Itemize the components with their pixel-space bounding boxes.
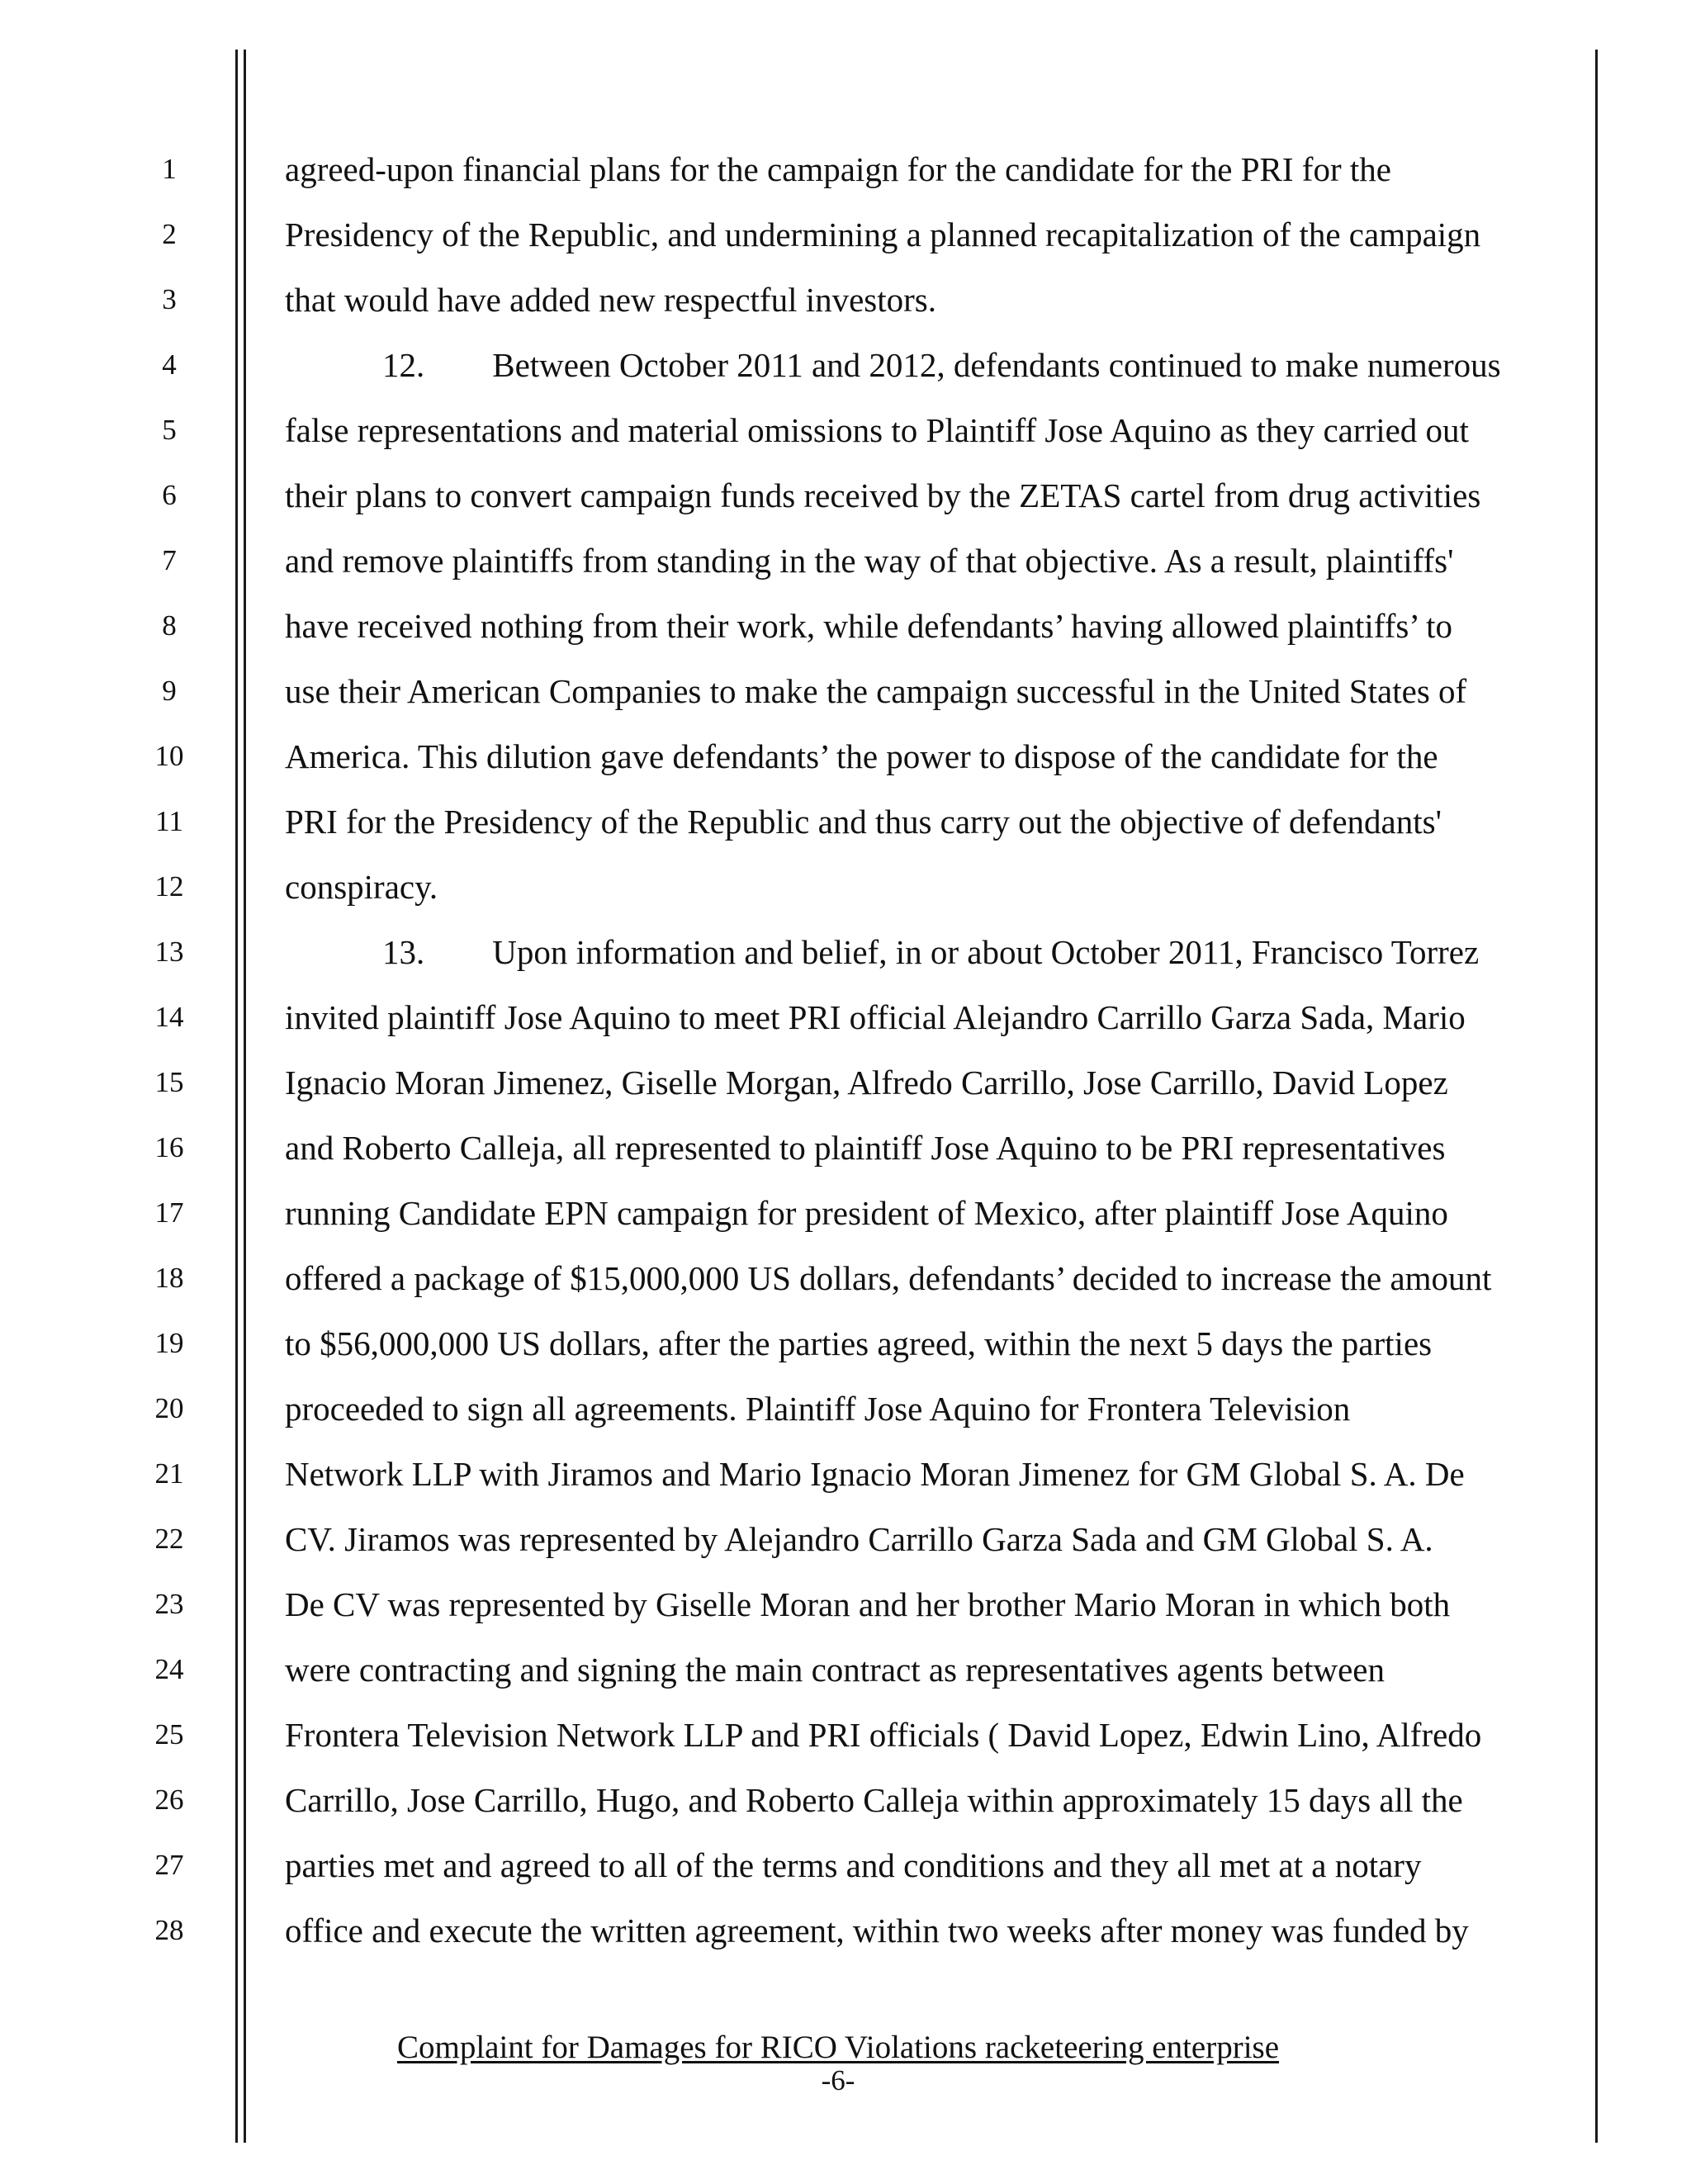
line-number: 11 (155, 805, 183, 837)
text-line: and Roberto Calleja, all represented to plaintiff Jose Aquino to be PRI representatives (285, 1129, 1446, 1167)
text-line: their plans to convert campaign funds received by the ZETAS cartel from drug activities (285, 476, 1481, 514)
line-number: 19 (154, 1327, 184, 1359)
page-footer (376, 2030, 1300, 2096)
line-number: 7 (162, 544, 177, 576)
line-number: 24 (154, 1653, 184, 1685)
line-number: 26 (154, 1784, 184, 1816)
text-line: conspiracy. (285, 868, 438, 906)
left-margin-rule-outer (235, 50, 238, 2143)
line-number: 6 (162, 479, 177, 511)
line-number: 5 (162, 414, 177, 446)
text-line: America. This dilution gave defendants’ the power to dispose of the candidate for the (285, 737, 1438, 775)
footer-title: Complaint for Damages for RICO Violations racketeering enterprise (396, 2030, 1280, 2065)
text-line: CV. Jiramos was represented by Alejandro Carrillo Garza Sada and GM Global S. A. (285, 1520, 1433, 1558)
line-number: 10 (154, 740, 184, 772)
text-line: running Candidate EPN campaign for president of Mexico, after plaintiff Jose Aquino (285, 1194, 1448, 1232)
text-line: Ignacio Moran Jimenez, Giselle Morgan, Alfredo Carrillo, Jose Carrillo, David Lopez (285, 1064, 1448, 1101)
text-line: De CV was represented by Giselle Moran and her brother Mario Moran in which both (285, 1585, 1451, 1623)
line-number: 21 (154, 1457, 184, 1490)
text-line: Network LLP with Jiramos and Mario Ignacio Moran Jimenez for GM Global S. A. De (285, 1455, 1465, 1493)
paragraph-12-first-line: 12. Between October 2011 and 2012, defendants continued to make numerous (382, 346, 1501, 384)
text-line: office and execute the written agreement, within two weeks after money was funded by (285, 1912, 1469, 1949)
text-line: to $56,000,000 US dollars, after the parties agreed, within the next 5 days the parties (285, 1324, 1433, 1362)
line-number: 25 (154, 1718, 184, 1751)
line-number: 1 (162, 153, 177, 185)
line-number: 23 (154, 1588, 184, 1620)
line-number: 3 (162, 283, 177, 315)
text-line: proceeded to sign all agreements. Plaintiff Jose Aquino for Frontera Television (285, 1390, 1351, 1428)
line-number: 13 (154, 936, 184, 968)
text-line: were contracting and signing the main contract as representatives agents between (285, 1651, 1385, 1689)
page-number: -6- (821, 2064, 855, 2096)
text-line: use their American Companies to make the campaign successful in the United States of (285, 672, 1467, 710)
line-number: 20 (154, 1392, 184, 1424)
right-margin-rule (1595, 50, 1598, 2143)
line-number: 12 (154, 870, 184, 902)
text-line: and remove plaintiffs from standing in the way of that objective. As a result, plaintiffs' (285, 542, 1454, 580)
text-line: Carrillo, Jose Carrillo, Hugo, and Roberto Calleja within approximately 15 days all the (285, 1781, 1463, 1819)
paragraph-13-first-line: 13. Upon information and belief, in or about October 2011, Francisco Torrez (382, 933, 1480, 971)
line-number: 2 (162, 218, 177, 250)
text-line: agreed-upon financial plans for the campaign for the candidate for the PRI for the (285, 150, 1391, 188)
line-number: 22 (154, 1523, 184, 1555)
text-line: invited plaintiff Jose Aquino to meet PRI official Alejandro Carrillo Garza Sada, Mario (285, 998, 1466, 1036)
line-number: 18 (154, 1262, 184, 1294)
left-margin-rule-inner (244, 50, 246, 2143)
text-line: that would have added new respectful investors. (285, 281, 937, 319)
text-line: Presidency of the Republic, and undermining a planned recapitalization of the campaign (285, 216, 1481, 253)
text-line: have received nothing from their work, while defendants’ having allowed plaintiffs’ to (285, 607, 1453, 645)
line-number: 28 (154, 1914, 184, 1946)
line-number: 27 (154, 1849, 184, 1881)
text-line: PRI for the Presidency of the Republic and thus carry out the objective of defendants' (285, 803, 1442, 841)
line-number: 9 (162, 675, 177, 707)
line-number: 8 (162, 609, 177, 642)
text-line: Frontera Television Network LLP and PRI officials ( David Lopez, Edwin Lino, Alfredo (285, 1716, 1482, 1754)
line-number: 4 (162, 348, 177, 381)
line-number: 15 (154, 1066, 184, 1098)
text-line: offered a package of $15,000,000 US dollars, defendants’ decided to increase the amount (285, 1259, 1492, 1297)
document-body (285, 0, 1573, 2184)
text-line: parties met and agreed to all of the terms and conditions and they all met at a notary (285, 1846, 1422, 1884)
line-number: 16 (154, 1131, 184, 1163)
line-number-column (124, 0, 215, 2184)
line-number: 14 (154, 1001, 184, 1033)
line-number: 17 (154, 1196, 184, 1229)
text-line: false representations and material omissions to Plaintiff Jose Aquino as they carried out (285, 411, 1469, 449)
